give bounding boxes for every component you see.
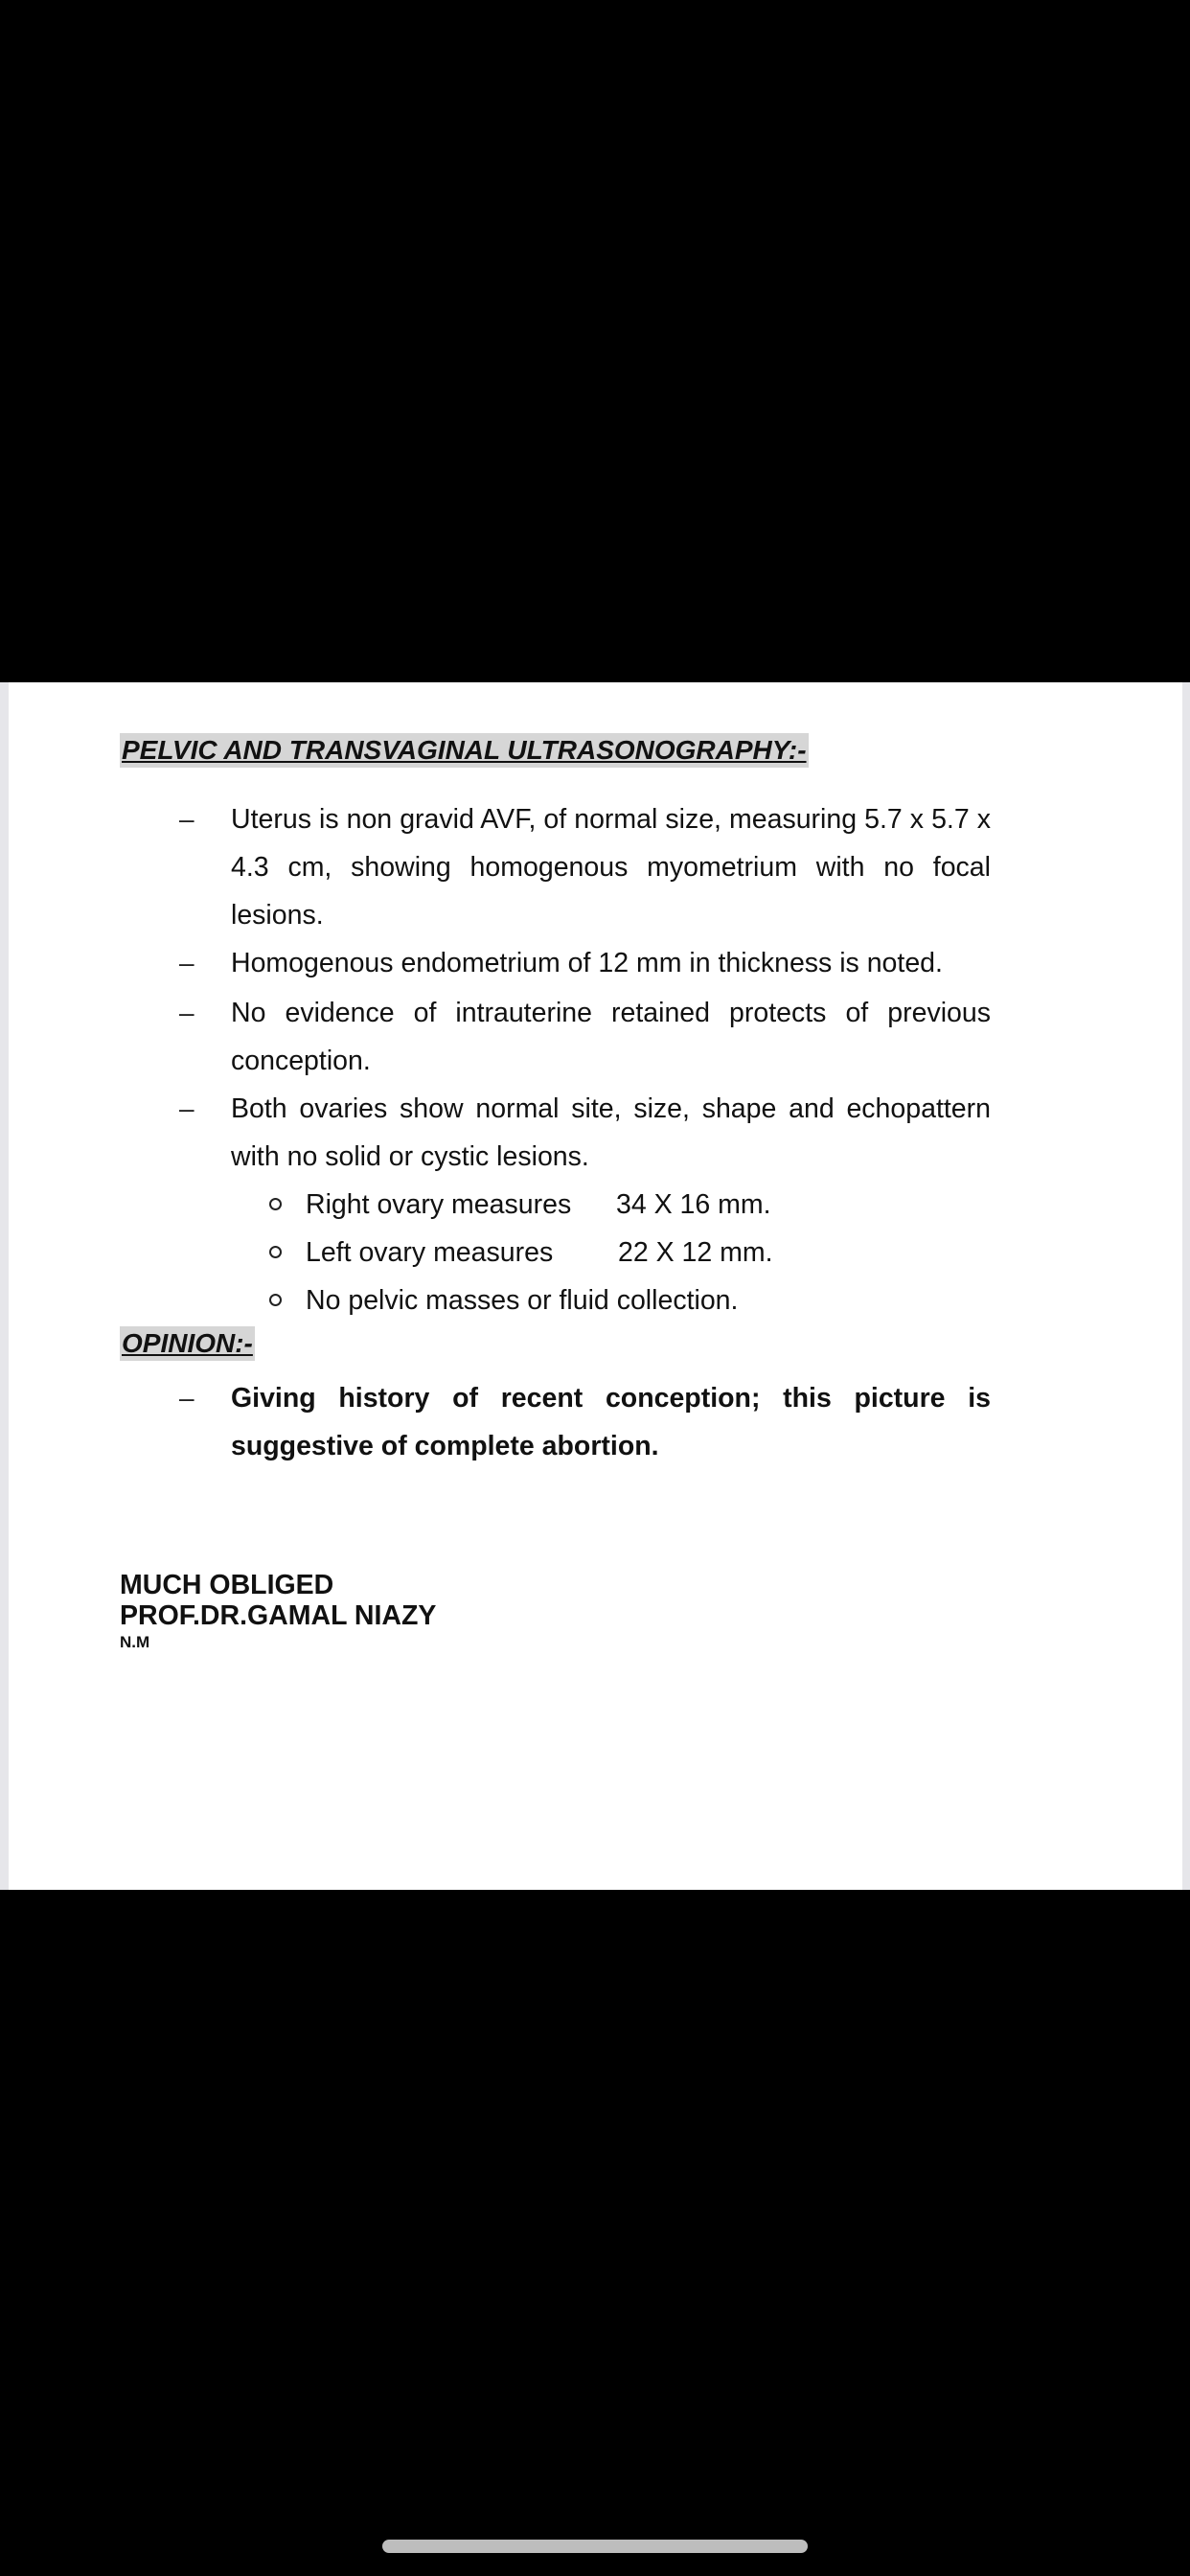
signature-closing: MUCH OBLIGED	[120, 1570, 334, 1600]
sub-finding-value: 34 X 16 mm.	[616, 1189, 771, 1220]
dash-bullet: –	[179, 948, 195, 978]
finding-item	[120, 795, 991, 939]
sub-finding-value: 22 X 12 mm.	[618, 1237, 773, 1268]
document-viewer[interactable]	[0, 682, 1190, 1890]
finding-item	[120, 989, 991, 1085]
circle-bullet-icon	[269, 1246, 282, 1258]
dash-bullet: –	[179, 804, 195, 834]
signature-initials: N.M	[120, 1633, 150, 1651]
home-indicator[interactable]	[382, 2540, 808, 2553]
finding-text: Homogenous endometrium of 12 mm in thickness is noted.	[231, 948, 943, 978]
document-page	[9, 682, 1182, 1890]
sub-finding-label: No pelvic masses or fluid collection.	[306, 1285, 739, 1316]
opinion-item	[120, 1374, 991, 1470]
opinion-text: Giving history of recent conception; this picture is suggestive of complete abortion.	[231, 1383, 991, 1461]
circle-bullet-icon	[269, 1294, 282, 1306]
circle-bullet-icon	[269, 1198, 282, 1210]
dash-bullet: –	[179, 998, 195, 1027]
dash-bullet: –	[179, 1383, 195, 1413]
finding-item	[120, 939, 991, 987]
dash-bullet: –	[179, 1093, 195, 1123]
opinion-title: OPINION:-	[120, 1326, 255, 1361]
finding-item	[120, 1085, 991, 1181]
finding-text: Both ovaries show normal site, size, shape and echopattern with no solid or cystic lesions.	[231, 1093, 991, 1172]
finding-text: No evidence of intrauterine retained protects of previous conception.	[231, 998, 991, 1076]
signature-doctor: PROF.DR.GAMAL NIAZY	[120, 1600, 437, 1631]
report-title: PELVIC AND TRANSVAGINAL ULTRASONOGRAPHY:-	[120, 733, 809, 768]
sub-finding-label: Right ovary measures	[306, 1189, 572, 1220]
finding-text: Uterus is non gravid AVF, of normal size, measuring 5.7 x 5.7 x 4.3 cm, showing homogenous myometrium with no focal lesions.	[231, 804, 991, 931]
sub-finding-label: Left ovary measures	[306, 1237, 554, 1268]
